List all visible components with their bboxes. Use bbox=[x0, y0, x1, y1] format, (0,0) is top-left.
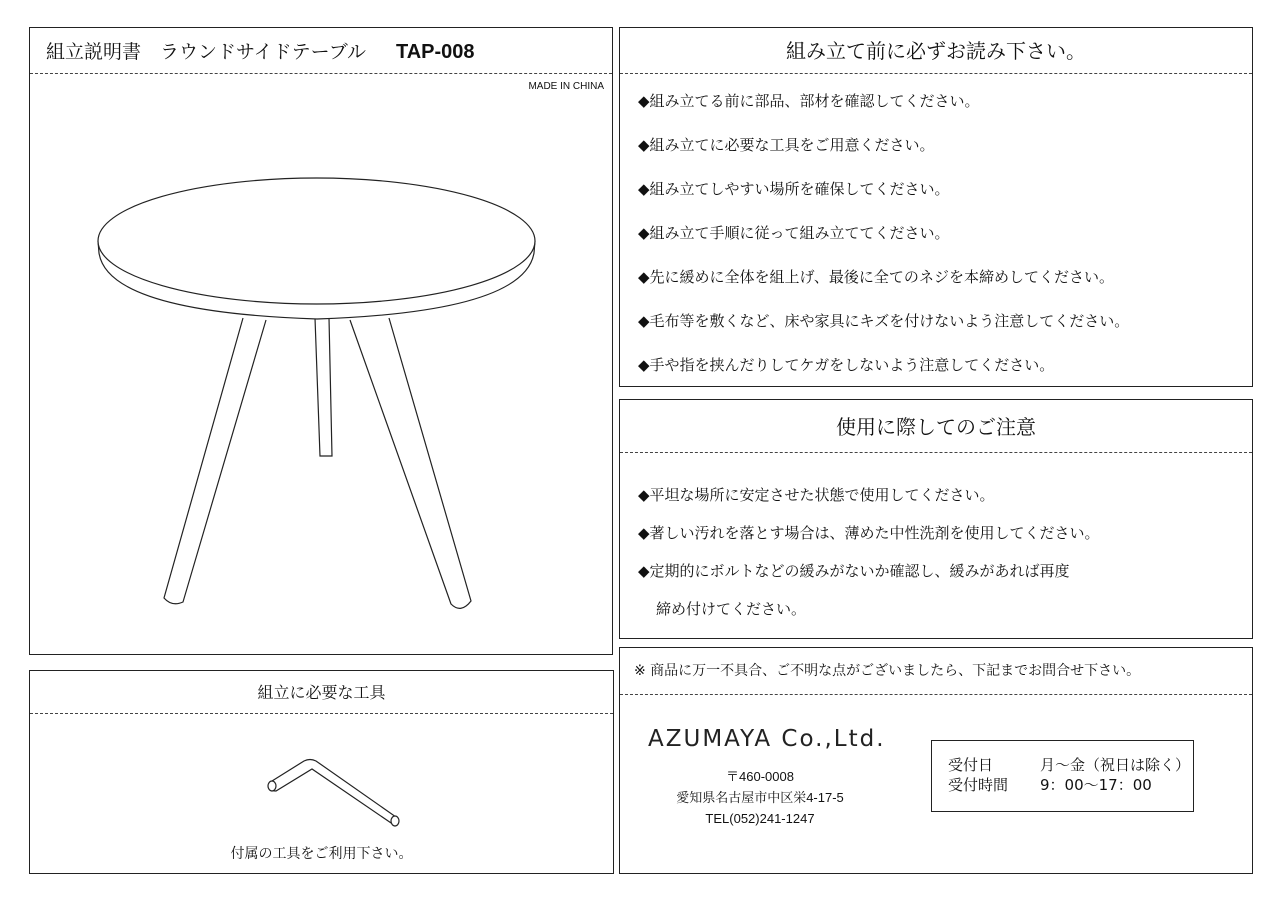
list-item: ◆平坦な場所に安定させた状態で使用してください。 bbox=[638, 486, 995, 504]
reception-days-row bbox=[948, 755, 1193, 775]
made-in-label: MADE IN CHINA bbox=[528, 81, 604, 92]
reception-time-row bbox=[948, 775, 1193, 795]
table-leg-right bbox=[350, 318, 471, 608]
list-item: ◆組み立てしやすい場所を確保してください。 bbox=[638, 180, 950, 198]
list-item bbox=[638, 552, 1100, 628]
contact-panel bbox=[619, 647, 1253, 874]
list-item: ◆毛布等を敷くなど、床や家具にキズを付けないよう注意してください。 bbox=[638, 312, 1130, 330]
product-title-bar bbox=[30, 28, 612, 74]
usage-item-text: ◆定期的にボルトなどの緩みがないか確認し、緩みがあれば再度 bbox=[638, 562, 1070, 580]
reception-days-label: 受付日 bbox=[948, 756, 994, 774]
usage-item-continuation: 締め付けてください。 bbox=[656, 600, 807, 618]
company-address-block bbox=[650, 766, 870, 829]
reception-time-label: 受付時間 bbox=[948, 776, 1009, 794]
list-item: ◆組み立てる前に部品、部材を確認してください。 bbox=[638, 92, 980, 110]
usage-list bbox=[638, 476, 1100, 628]
list-item: ◆著しい汚れを落とす場合は、薄めた中性洗剤を使用してください。 bbox=[638, 524, 1100, 542]
read-before-heading: 組み立て前に必ずお読み下さい。 bbox=[620, 28, 1252, 74]
usage-panel bbox=[619, 399, 1253, 639]
list-item: ◆組み立てに必要な工具をご用意ください。 bbox=[638, 136, 935, 154]
product-title: 組立説明書 ラウンドサイドテーブル bbox=[46, 41, 366, 63]
contact-notice: ※ 商品に万一不具合、ご不明な点がございましたら、下記までお問合せ下さい。 bbox=[620, 648, 1252, 695]
postal-code: 〒460-0008 bbox=[726, 769, 794, 784]
list-item: ◆先に緩めに全体を組上げ、最後に全てのネジを本締めしてください。 bbox=[638, 268, 1114, 286]
reception-time-value: 9：00～17：00 bbox=[1040, 776, 1152, 794]
reception-days-value: 月～金（祝日は除く） bbox=[1040, 756, 1191, 774]
usage-heading: 使用に際してのご注意 bbox=[620, 400, 1252, 453]
table-leg-back bbox=[315, 318, 332, 456]
product-panel bbox=[29, 27, 613, 655]
list-item: ◆組み立て手順に従って組み立ててください。 bbox=[638, 224, 950, 242]
tools-note: 付属の工具をご利用下さい。 bbox=[230, 846, 413, 862]
round-side-table-drawing bbox=[30, 74, 612, 654]
reception-hours-box bbox=[931, 740, 1194, 812]
read-before-list bbox=[638, 86, 1129, 394]
model-number: TAP-008 bbox=[395, 41, 475, 63]
list-item: ◆手や指を挟んだりしてケガをしないよう注意してください。 bbox=[638, 356, 1055, 374]
tools-heading: 組立に必要な工具 bbox=[30, 671, 613, 714]
tabletop bbox=[98, 178, 535, 304]
street-address: 愛知県名古屋市中区栄4-17-5 bbox=[676, 790, 844, 805]
company-name: AZUMAYA Co.,Ltd. bbox=[648, 726, 886, 752]
read-before-panel bbox=[619, 27, 1253, 387]
phone-number: TEL(052)241-1247 bbox=[705, 811, 815, 826]
table-leg-left bbox=[164, 318, 266, 604]
hex-key-icon bbox=[260, 751, 410, 831]
tools-panel bbox=[29, 670, 614, 874]
